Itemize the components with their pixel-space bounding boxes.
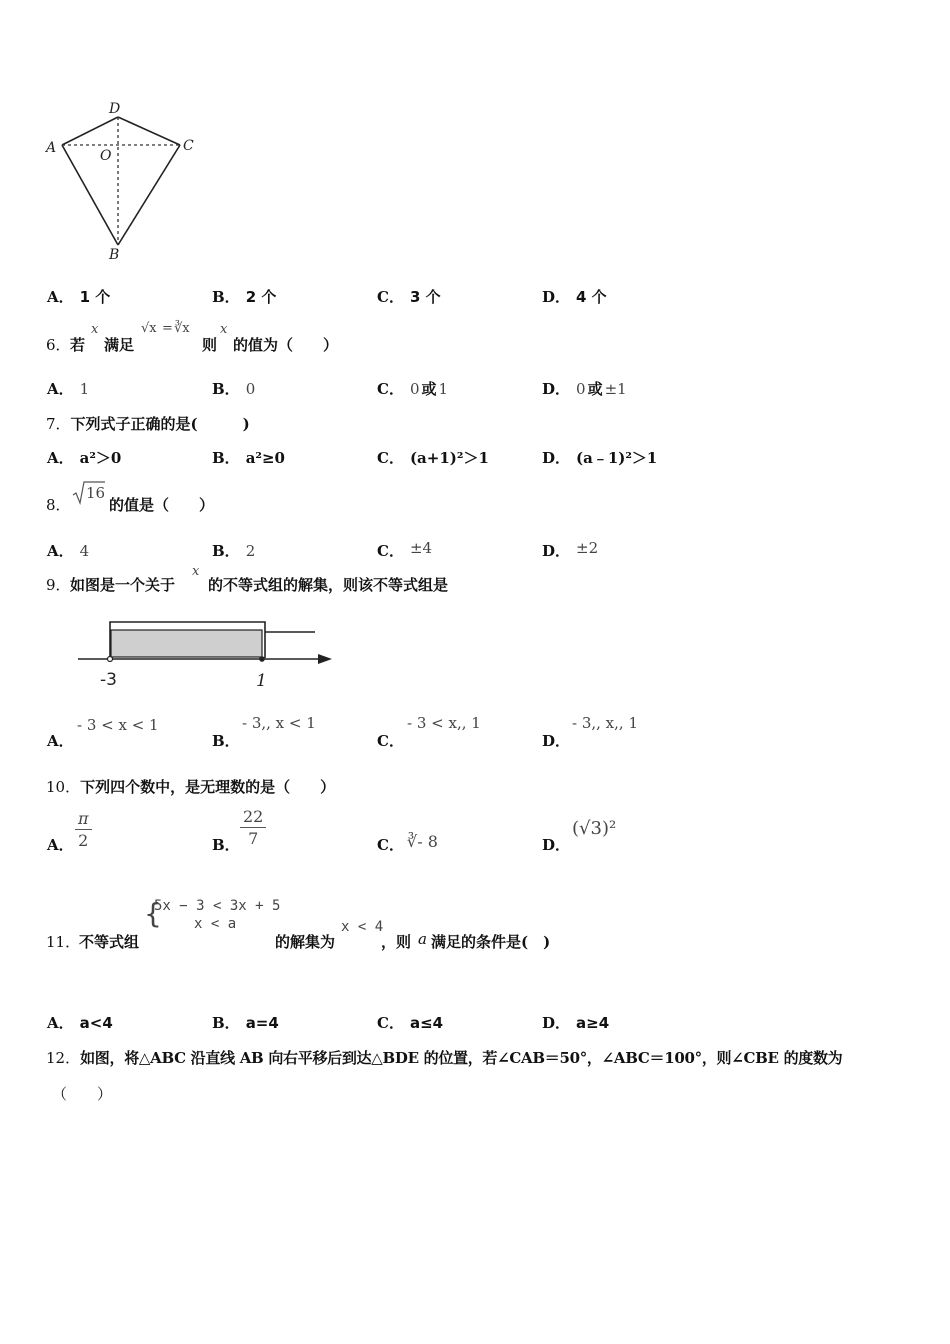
question-number: 6． bbox=[46, 336, 71, 354]
q7-option-c[interactable] bbox=[377, 447, 489, 468]
question-12 bbox=[46, 1047, 842, 1068]
option-label: A． bbox=[47, 542, 74, 560]
q7-option-a[interactable] bbox=[47, 447, 121, 468]
inequality-system bbox=[154, 897, 280, 933]
q11-option-a[interactable] bbox=[47, 1012, 113, 1033]
option-label: A． bbox=[47, 836, 74, 854]
option-value: 2 bbox=[245, 542, 256, 560]
option-value: a<4 bbox=[79, 1014, 113, 1032]
option-value: - 3 < x,, 1 bbox=[407, 714, 481, 732]
numerator: 22 bbox=[240, 808, 266, 828]
variable-x: x bbox=[192, 564, 200, 579]
option-value: ±4 bbox=[409, 539, 433, 557]
question-number: 11． bbox=[46, 933, 81, 951]
question-12-paren bbox=[52, 1083, 112, 1104]
option-label: A． bbox=[47, 288, 74, 306]
option-label: B． bbox=[212, 732, 240, 750]
kite-figure bbox=[40, 95, 210, 270]
answer-paren: （ ） bbox=[52, 1085, 113, 1103]
q6-option-c[interactable] bbox=[377, 378, 448, 399]
axis-label-right: 1 bbox=[256, 671, 267, 691]
q5-option-c[interactable] bbox=[377, 286, 441, 307]
option-value: 3 个 bbox=[409, 288, 441, 306]
q8-option-b[interactable] bbox=[212, 540, 255, 561]
fraction bbox=[240, 808, 266, 848]
fraction bbox=[75, 810, 92, 850]
equation-equals: = bbox=[162, 321, 173, 336]
question-text: 不等式组 bbox=[79, 933, 140, 951]
option-label: D． bbox=[542, 836, 571, 854]
system-line-1: 5x − 3 < 3x + 5 bbox=[154, 898, 281, 914]
option-value: 0 bbox=[245, 380, 256, 398]
option-label: C． bbox=[377, 542, 404, 560]
equation-right: ∛x bbox=[174, 321, 190, 336]
solution-set: x < 4 bbox=[341, 919, 384, 935]
radicand: 16 bbox=[86, 484, 106, 502]
system-line-2: x < a bbox=[194, 916, 237, 932]
axis-label-left: -3 bbox=[100, 670, 117, 690]
option-value: 4 个 bbox=[576, 288, 607, 306]
option-label: B． bbox=[212, 449, 240, 467]
option-value: 1 bbox=[79, 380, 90, 398]
option-value: 4 bbox=[79, 542, 90, 560]
option-value: (a+1)²＞1 bbox=[409, 449, 489, 467]
option-label: D． bbox=[542, 1014, 571, 1032]
option-value: 0 bbox=[576, 380, 586, 398]
q5-option-a[interactable] bbox=[47, 286, 110, 307]
label-b: B bbox=[109, 247, 120, 263]
question-text: 满足 bbox=[104, 336, 135, 354]
question-text: 的解集为 bbox=[275, 933, 336, 951]
option-value: - 3,, x < 1 bbox=[242, 714, 316, 732]
option-label: C． bbox=[377, 732, 404, 750]
option-label: C． bbox=[377, 836, 404, 854]
question-text: 满足的条件是( ) bbox=[431, 933, 551, 951]
solution-shading bbox=[111, 630, 262, 657]
q7-option-b[interactable] bbox=[212, 447, 285, 468]
option-value: (√3)² bbox=[572, 818, 617, 839]
option-value: a²≥0 bbox=[245, 449, 285, 467]
option-value: - 3 < x < 1 bbox=[77, 716, 159, 734]
question-number: 9． bbox=[46, 576, 71, 594]
open-point bbox=[108, 657, 113, 662]
question-number: 12． bbox=[46, 1049, 81, 1067]
question-number: 8． bbox=[46, 496, 71, 514]
option-label: C． bbox=[377, 380, 404, 398]
segment-cb bbox=[118, 145, 180, 245]
q8-option-d[interactable] bbox=[542, 540, 598, 561]
question-text: 则 bbox=[202, 336, 218, 354]
question-text: 如图是一个关于 bbox=[70, 576, 176, 594]
question-text: 若 bbox=[70, 336, 86, 354]
option-label: B． bbox=[212, 288, 240, 306]
question-text: 下列式子正确的是( ) bbox=[70, 415, 250, 433]
option-label: D． bbox=[542, 542, 571, 560]
denominator: 2 bbox=[78, 831, 89, 850]
option-label: D． bbox=[542, 732, 571, 750]
question-number: 10． bbox=[46, 778, 81, 796]
option-label: D． bbox=[542, 380, 571, 398]
q6-option-a[interactable] bbox=[47, 378, 89, 399]
q11-option-b[interactable] bbox=[212, 1012, 279, 1033]
question-text: 的不等式组的解集，则该不等式组是 bbox=[208, 576, 449, 594]
option-label: C． bbox=[377, 1014, 404, 1032]
variable-x: x bbox=[220, 322, 228, 337]
option-value: a≥4 bbox=[576, 1014, 610, 1032]
option-value: a=4 bbox=[245, 1014, 279, 1032]
q8-option-c[interactable] bbox=[377, 540, 432, 561]
option-value: a≤4 bbox=[409, 1014, 444, 1032]
option-label: B． bbox=[212, 836, 240, 854]
question-text: 下列四个数中，是无理数的是（ ） bbox=[80, 778, 336, 796]
variable-a: a bbox=[418, 930, 427, 948]
question-text: ，则 bbox=[381, 933, 412, 951]
option-value: ∛- 8 bbox=[407, 832, 438, 851]
option-label: A． bbox=[47, 732, 74, 750]
question-text: 的值为（ ） bbox=[233, 336, 339, 354]
option-value-2: ±1 bbox=[604, 380, 627, 398]
option-value: a²＞0 bbox=[79, 449, 122, 467]
q7-option-d[interactable] bbox=[542, 447, 657, 468]
denominator: 7 bbox=[248, 829, 259, 848]
option-label: D． bbox=[542, 449, 571, 467]
label-d: D bbox=[109, 101, 121, 117]
q5-option-b[interactable] bbox=[212, 286, 276, 307]
option-value: 1 个 bbox=[79, 288, 111, 306]
option-value: ±2 bbox=[576, 539, 599, 557]
option-label: B． bbox=[212, 380, 240, 398]
option-connector: 或 bbox=[587, 380, 603, 398]
option-label: A． bbox=[47, 449, 74, 467]
brace-icon: { bbox=[144, 897, 162, 930]
option-label: A． bbox=[47, 1014, 74, 1032]
label-c: C bbox=[183, 138, 194, 154]
question-text: 的值是（ ） bbox=[109, 496, 215, 514]
closed-point bbox=[259, 656, 265, 662]
q6-option-d[interactable] bbox=[542, 378, 627, 399]
numerator: π bbox=[75, 810, 92, 830]
segment-dc bbox=[118, 117, 180, 145]
option-label: C． bbox=[377, 449, 404, 467]
question-number: 7． bbox=[46, 415, 71, 433]
segment-ad bbox=[62, 117, 118, 145]
option-label: B． bbox=[212, 1014, 240, 1032]
option-label: C． bbox=[377, 288, 404, 306]
question-10 bbox=[46, 776, 335, 797]
option-connector: 或 bbox=[421, 380, 437, 398]
question-7 bbox=[46, 413, 250, 434]
option-value-2: 1 bbox=[438, 380, 449, 398]
option-value: - 3,, x,, 1 bbox=[572, 714, 638, 732]
q5-option-d[interactable] bbox=[542, 286, 607, 307]
number-line-figure bbox=[70, 612, 340, 692]
question-text: 如图，将△ABC 沿直线 AB 向右平移后到达△BDE 的位置，若∠CAB＝50°，∠ABC＝100°，则∠CBE 的度数为 bbox=[80, 1049, 843, 1067]
equation-left: √x bbox=[141, 321, 157, 336]
q8-option-a[interactable] bbox=[47, 540, 89, 561]
label-o: O bbox=[100, 148, 112, 164]
q6-option-b[interactable] bbox=[212, 378, 255, 399]
variable-x: x bbox=[91, 322, 99, 337]
label-a: A bbox=[46, 140, 57, 156]
q11-option-d[interactable] bbox=[542, 1012, 609, 1033]
option-value: 0 bbox=[409, 380, 420, 398]
option-value: 2 个 bbox=[245, 288, 277, 306]
option-label: A． bbox=[47, 380, 74, 398]
axis-arrow-icon bbox=[318, 654, 332, 664]
option-value: (a﹣1)²＞1 bbox=[576, 449, 658, 467]
option-label: D． bbox=[542, 288, 571, 306]
option-label: B． bbox=[212, 542, 240, 560]
q11-option-c[interactable] bbox=[377, 1012, 443, 1033]
